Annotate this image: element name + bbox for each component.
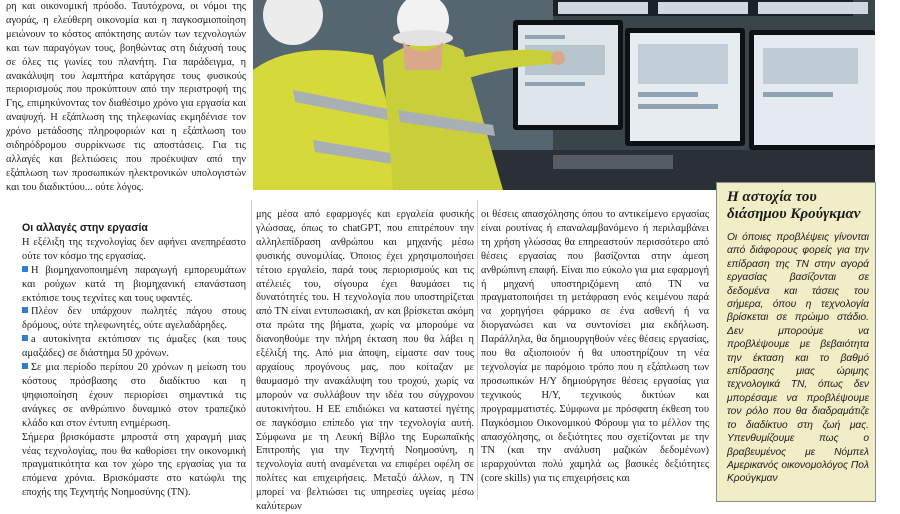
article-column-2 [256, 208, 474, 513]
sidebar-title: Η αστοχία του διάσημου Κρούγκμαν [727, 189, 861, 222]
paragraph: Σήμερα βρισκόμαστε μπροστά στη χαραγμή μιας νέας τεχνολογίας, που θα καθορίσει την οικονομική πραγματικότητα και τον χώρο της εργασίας για τα επόμενα χρόνια. Βρισκόμαστε στο κατώφλι της εποχής της Τεχνητής Νοημοσύνης (ΤΝ). [22, 431, 246, 499]
column-divider [477, 200, 478, 500]
paragraph: Η εξέλιξη της τεχνολογίας δεν αφήνει ανεπηρέαστο ούτε τον κόσμο της εργασίας. [22, 236, 246, 262]
sidebar-text: Οι όποιες προβλέψεις γίνονται από διάφορους φορείς για την επίδραση της ΤΝ στην αγορά εργασίας βασίζονται σε δεδομένα και τάσεις του σήμερα, όπου η τεχνολογία βρίσκεται σε πρώιμο στάδιο. Δεν μπορούμε να προβλέψουμε με βεβαιότητα την έκταση και το βαθμό επίδρασης μιας ώριμης τεχνολογικά ΤΝ, όπως δεν μπορέσαμε να προβλέψουμε τον ρόλο που θα διαδραμάτιζε το διαδίκτυο στη ζωή μας. Υπενθυμίζουμε πως ο βραβευμένος με Νόμπελ Αμερικανός οικονομολόγος Πολ Κρούγκμαν [727, 232, 869, 485]
article-photo [253, 0, 875, 190]
column-divider [251, 200, 252, 500]
section-subhead: Οι αλλαγές στην εργασία [22, 222, 148, 234]
paragraph: οι θέσεις απασχόλησης όπου το αντικείμενο εργασίας είναι ρουτίνας ή επαναλαμβανόμενο ή περιλαμβάνει τη χρήση γλώσσας θα επηρεαστούν περισσότερο από θέσεις εργασίας που βασίζονται στην άμεση ανθρώπινη επαφή. Είναι πιο εύκολο για μια εφαρμογή ή μηχανή υποστηριζόμενη από ΤΝ να πραγματοποιήσει τη μετάφραση ενός κειμένου παρά να χορηγήσει φάρμακο σε ένα ασθενή ή να διοργανώσει και να συντονίσει μια εκδήλωση. Παράλληλα, θα δημιουργηθούν νέες θέσεις εργασίας, που θα αξιοποιούν ή θα υποστηρίζουν τη νέα τεχνολογία με παρόμοιο τρόπο που η εξάπλωση των προσωπικών Η/Υ δημιούργησε θέσεις εργασίας για τεχνικούς Η/Υ, τεχνικούς δικτύων και προγραμματιστές. Σύμφωνα με πρόσφατη έκθεση του Παγκόσμιου Οικονομικού Φόρουμ για το μέλλον της απασχόλησης, οι δεξιότητες που σχετίζονται με την ΤΝ (και την ανάλυση μαζικών δεδομένων) ιεραρχούνται πολύ χαμηλά ως βασικές δεξιότητες (core skills) για τις επιχειρήσεις και [481, 209, 709, 485]
article-column-3 [481, 208, 709, 500]
bullet-item: a αυτοκίνητα εκτόπισαν τις άμαξες (και τους αμαξάδες) σε διάστημα 50 χρόνων. [22, 334, 246, 360]
bullet-item: Σε μια περίοδο περίπου 20 χρόνων η μείωση του κόστους πρόσβασης στο διαδίκτυο και η ψηφιοποίηση έχουν περιορίσει σημαντικά τις ανάγκες σε ανθρώπινο δυναμικό στον τραπεζικό κλάδο και στον έντυπη ενημέρωση. [22, 362, 246, 429]
article-column-1-bottom [22, 222, 246, 500]
bullet-item: Η βιομηχανοποιημένη παραγωγή εμπορευμάτων και ρούχων κατά τη βιομηχανική επανάσταση εκτόπισε τους τεχνίτες και τους υφαντές. [22, 264, 246, 304]
bullet-item: Πλέον δεν υπάρχουν πωλητές πάγου στους δρόμους, ούτε τηλεφωνητές, ούτε αγελαδάρηδες. [22, 306, 246, 332]
paragraph: ρη και οικονομική πρόοδο. Ταυτόχρονα, οι νόμοι της αγοράς, η ελεύθερη οικονομία και η παγκοσμιοποίηση μειώνουν το κόστος απόκτησης αυτών των τεχνολογιών και των παραγόγων τους, βοηθώντας στη διάχυσή τους σε όλες τις γωνίες του πλανήτη. Για παράδειγμα, η ανακάλυψη του λαμπτήρα κατάργησε τους φυσικούς περιορισμούς που προκύπτουν από την περιστροφή της Γης, επιμηκύνοντας τον διαθέσιμο χρόνο για εργασία και αναψυχή. Η εξάπλωση της τηλεφωνίας εκμηδένισε τον χρόνο μετάδοσης πληροφοριών και η εξάπλωση του σιδηρόδρομου συρρίκνωσε τις αποστάσεις. Για τις αλλαγές και βελτιώσεις που προέκυψαν από την εξάπλωση των προσωπικών ηλεκτρονικών υπολογιστών και του διαδικτύου... ούτε λόγος. [6, 1, 246, 193]
photo-engineers-icon [253, 0, 875, 190]
sidebar-box [716, 182, 876, 502]
article-column-1-top [6, 0, 246, 207]
paragraph: μης μέσα από εφαρμογές και εργαλεία φυσικής γλώσσας, όπως το chatGPT, που επιτρέπουν την αλληλεπίδραση ανθρώπου και μηχανής μέσω φυσικής συνομιλίας. Όποιος έχει χρησιμοποιήσει τέτοιο εργαλείο, παρά τους περιορισμούς και τις ατέλειές του, σίγουρα έχει θαυμάσει τις δυνατότητές του. Η τεχνολογία που υποστηρίζεται από ΤΝ είναι εντυπωσιακή, αν και βρίσκεται ακόμη στα πρώτα της βήματα, χωρίς να μπορούμε να διανοηθούμε την πλήρη έκταση που θα λάβει η εξέλιξή της. Από μια άποψη, είμαστε σαν τους αρχαίους προγόνους μας, που κοίταζαν με θαυμασμό την ανακάλυψη του τροχού, χωρίς να μπορούν να συλλάβουν την ιδέα του σύγχρονου αυτοκινήτου. Η ΕΕ επιδιώκει να καταστεί ηγέτης σε παγκόσμιο επίπεδο για την τεχνολογία αυτή. Σύμφωνα με τη Λευκή Βίβλο της Ευρωπαϊκής Επιτροπής για την Τεχνητή Νοημοσύνη, η τεχνολογία αυτή αναμένεται να επιφέρει οφέλη σε πολίτες και επιχειρήσεις. Μεταξύ άλλων, η ΤΝ μπορεί να βελτιώσει τις υπηρεσίες υγείας μέσω καλύτερων [256, 209, 474, 513]
